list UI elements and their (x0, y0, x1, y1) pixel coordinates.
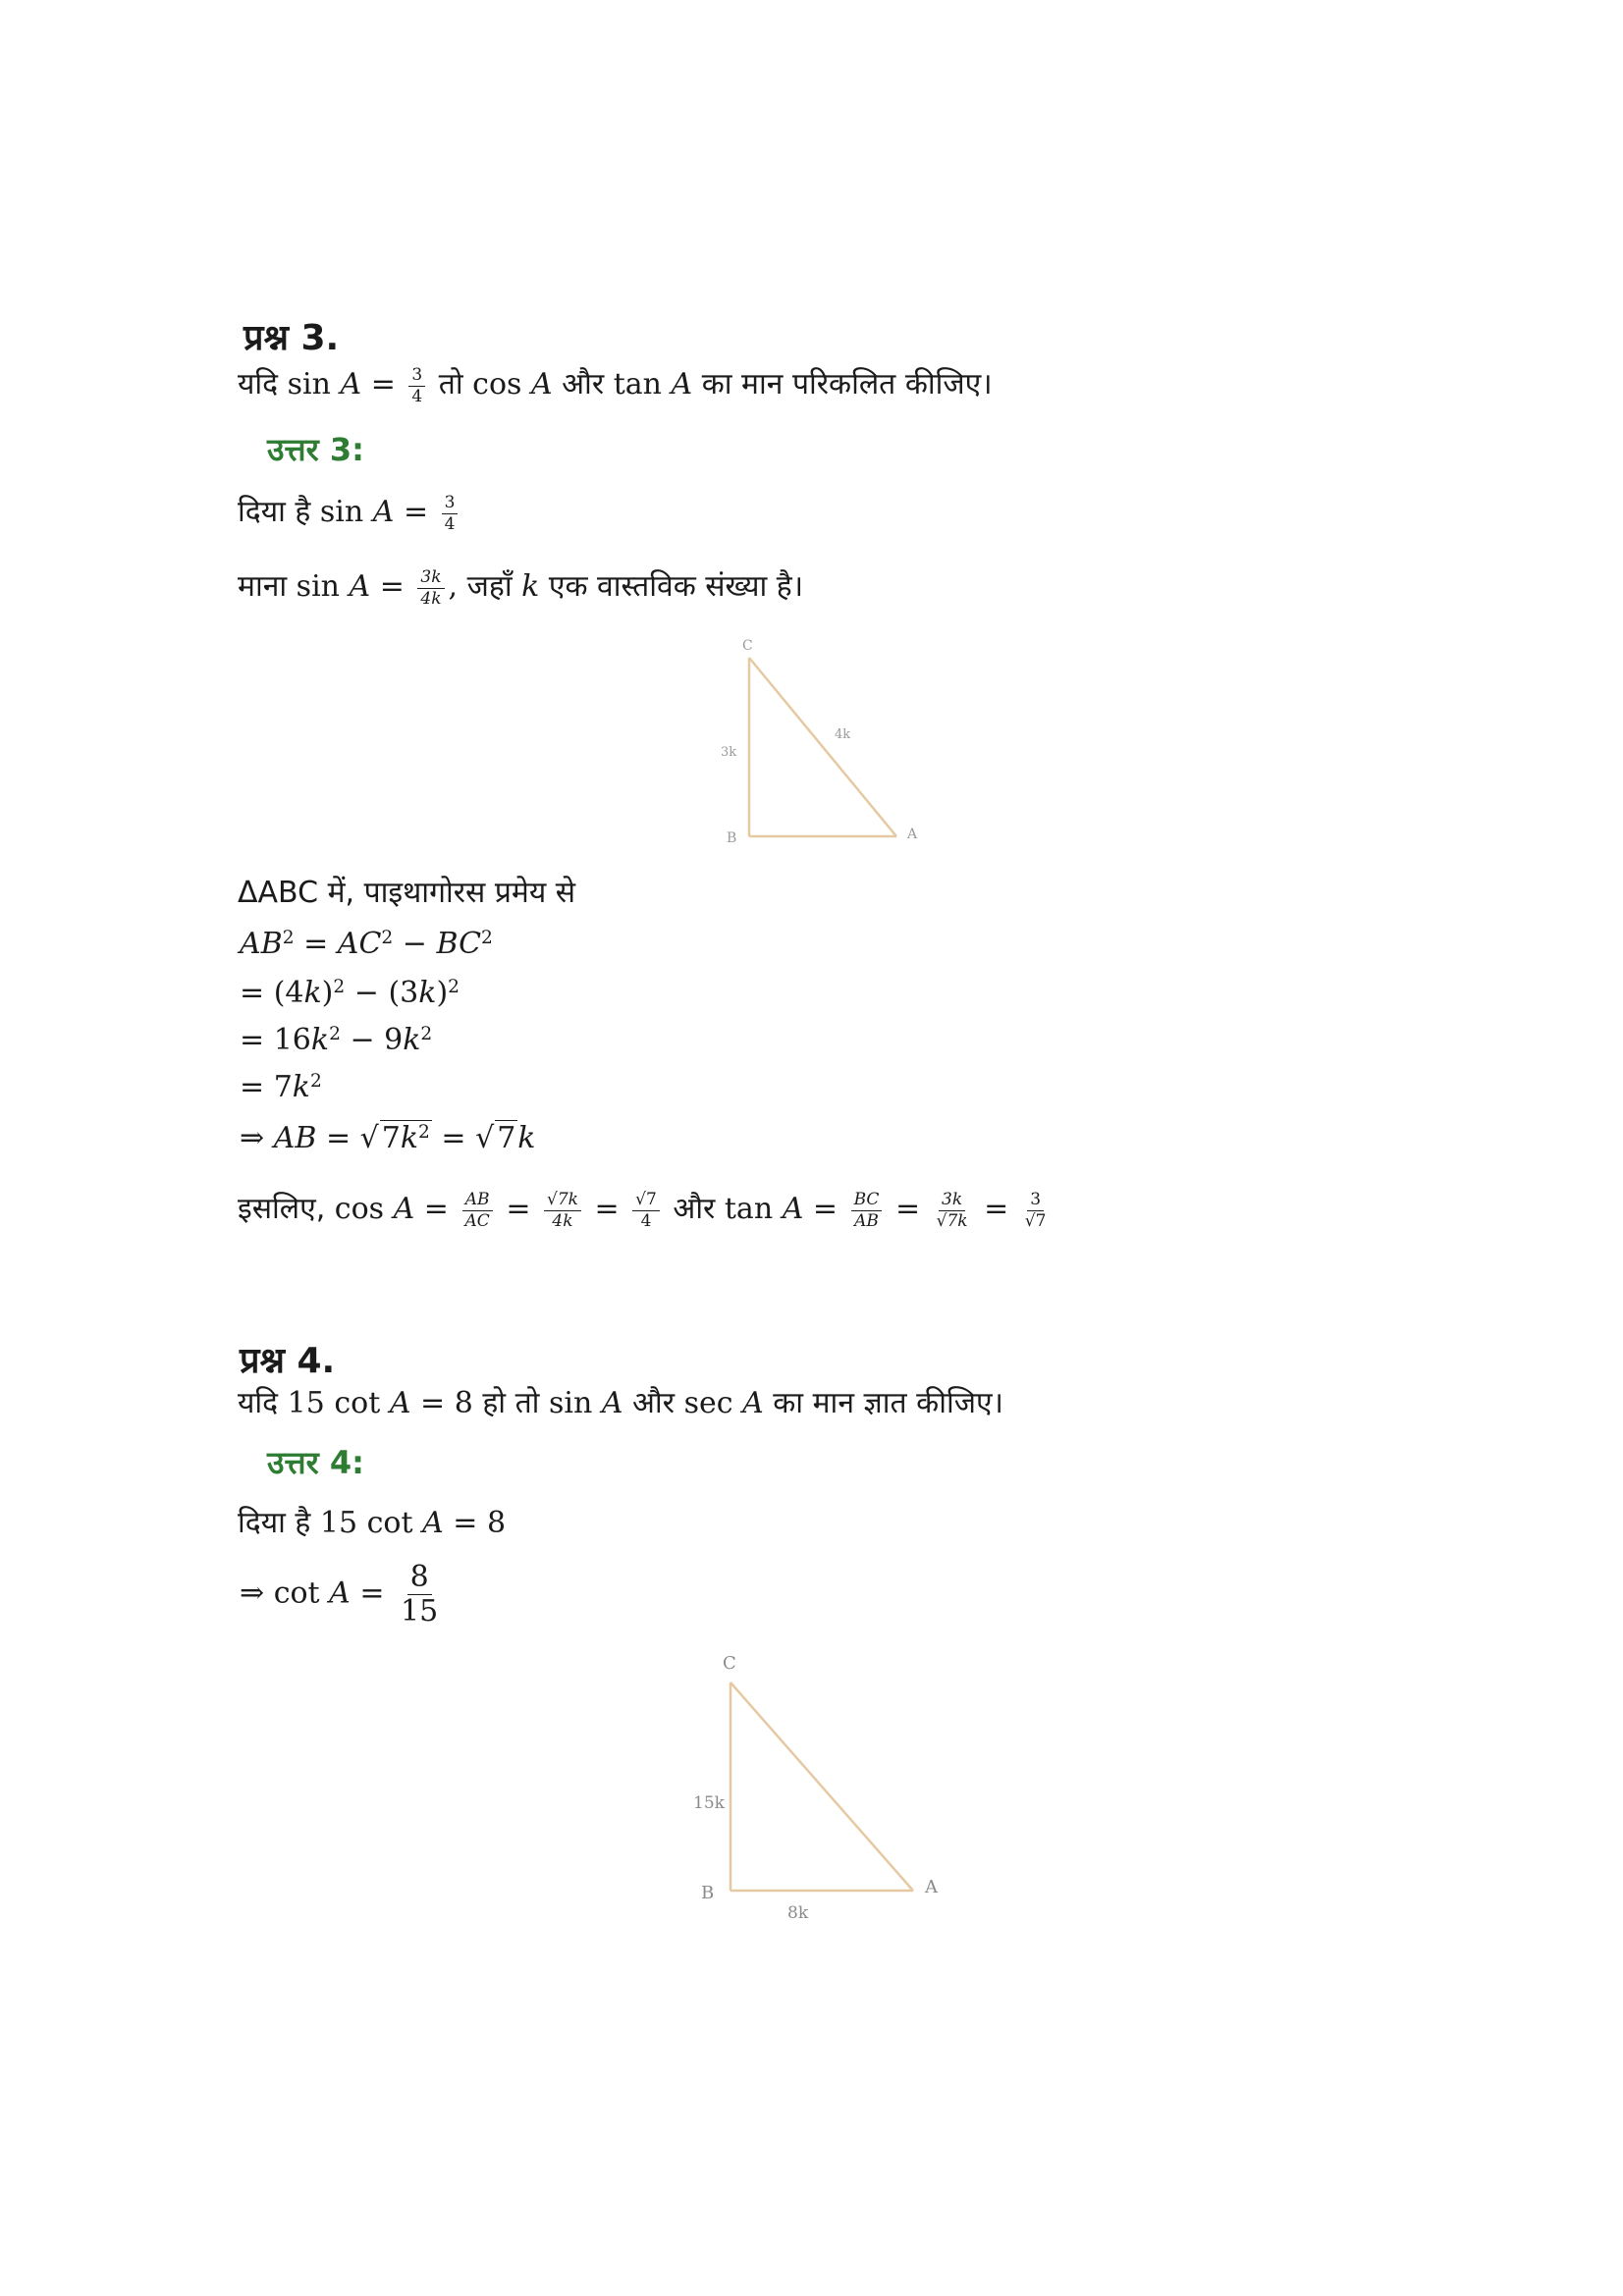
a3-let-num: 3k (417, 569, 444, 589)
triangle-3-label-a: A (907, 827, 918, 842)
f4-den: AB (854, 1210, 879, 1231)
q3-fraction (408, 364, 425, 406)
a3-let-var-a: A (349, 569, 371, 604)
s3-sq-2: 2 (420, 1023, 433, 1044)
q4-rest: का मान ज्ञात कीजिए। (763, 1386, 1003, 1420)
conc-eq-6: = (974, 1192, 1018, 1226)
triangle-3-label-b: B (727, 830, 737, 844)
f6-num: 3 (1027, 1192, 1044, 1211)
s5-sq: 2 (418, 1121, 430, 1143)
q4-sec: sec (683, 1386, 743, 1420)
a3-let-text: माना (238, 569, 297, 604)
f3-num: √7 (632, 1192, 660, 1211)
s1-eq: = (294, 927, 338, 961)
a4-cot-den: 15 (401, 1594, 439, 1629)
answer-3-title: उत्तर 3: (267, 431, 364, 468)
conc-eq-1: = (414, 1192, 459, 1226)
s4-eq: = (240, 1070, 274, 1104)
s4-a: 7 (273, 1070, 293, 1104)
q3-fraction-num: 3 (408, 367, 425, 387)
a3-let-fraction (417, 566, 444, 609)
question-3-title: प्रश्न 3. (243, 318, 340, 358)
a3-given-num: 3 (442, 495, 459, 514)
a3-let-var-k: k (521, 569, 540, 604)
q4-then: हो तो (472, 1386, 549, 1420)
a4-given-cot: cot (366, 1506, 423, 1540)
s1-ac: AC (337, 927, 382, 961)
conc-fraction-1 (461, 1189, 492, 1231)
conc-fraction-6 (1022, 1189, 1050, 1231)
s2-k-2: k (418, 976, 437, 1010)
conc-eq-3: = (584, 1192, 629, 1226)
q4-var-a-3: A (742, 1386, 764, 1420)
s5-k-2: k (517, 1121, 536, 1155)
triangle-4-label-bc: 15k (693, 1793, 725, 1813)
s5-k-1: k (400, 1121, 419, 1155)
s1-bc: BC (436, 927, 482, 961)
conc-eq-4: = (803, 1192, 847, 1226)
q4-eq8: = 8 (410, 1386, 473, 1420)
conc-cos: cos (334, 1192, 394, 1226)
answer-3-given (238, 493, 461, 533)
s1-ab: AB (240, 927, 283, 961)
f1-den: AC (464, 1210, 490, 1231)
s5-eq-2: = √ (431, 1121, 495, 1155)
a3-given-den: 4 (444, 513, 456, 534)
triangle-4-side-ca (730, 1682, 913, 1891)
s3-k-1: k (310, 1023, 330, 1057)
conc-text: इसलिए, (238, 1192, 335, 1226)
conc-eq-5: = (886, 1192, 930, 1226)
conc-var-a-1: A (393, 1192, 415, 1226)
q4-cot: cot (334, 1386, 390, 1420)
triangle-4-label-c: C (723, 1653, 736, 1674)
f2-num: √7k (544, 1192, 581, 1211)
conc-fraction-2 (544, 1189, 581, 1231)
triangle-3-label-bc: 3k (721, 745, 737, 760)
triangle-3-side-ca (749, 658, 896, 836)
answer-3-step-3 (240, 1021, 432, 1060)
s2-b: ) (321, 976, 334, 1010)
q3-if: यदि (238, 367, 288, 401)
answer-3-step-2 (240, 974, 460, 1013)
s2-d: ) (436, 976, 449, 1010)
question-3-text (238, 365, 993, 405)
a3-let-den: 4k (420, 588, 442, 609)
a3-let-eq: = (370, 569, 414, 604)
a4-cot-fraction (398, 1560, 441, 1629)
s2-sq-2: 2 (448, 976, 460, 997)
a3-given-text: दिया है (238, 495, 320, 529)
s2-minus: − (345, 976, 389, 1010)
a3-given-eq: = (394, 495, 438, 529)
a4-cot-arrow: ⇒ (240, 1575, 274, 1611)
f3-den: 4 (640, 1210, 652, 1231)
s4-sq: 2 (309, 1070, 322, 1092)
triangle-4-label-ab: 8k (787, 1903, 809, 1923)
q3-cos: cos (472, 367, 531, 401)
a3-let-comma: , (448, 569, 459, 604)
q4-and: और (622, 1386, 684, 1420)
s5-eq-1: = (316, 1121, 360, 1155)
q4-if: यदि (238, 1386, 288, 1420)
s3-k-2: k (403, 1023, 421, 1057)
s5-arrow: ⇒ (240, 1121, 274, 1155)
triangle-4-label-a: A (925, 1877, 938, 1897)
answer-4-given (238, 1504, 506, 1543)
answer-3-let (238, 567, 803, 608)
q3-and: और (552, 367, 614, 401)
s1-sq-2: 2 (381, 927, 394, 948)
a4-cot-num: 8 (407, 1563, 432, 1595)
a3-let-sin: sin (296, 569, 350, 604)
q4-var-a-2: A (601, 1386, 623, 1420)
question-4-title: प्रश्न 4. (240, 1341, 336, 1381)
f2-den: 4k (552, 1210, 573, 1231)
f6-den: √7 (1024, 1210, 1047, 1231)
answer-3-conclusion (238, 1190, 1053, 1230)
s2-eq: = (240, 976, 274, 1010)
s3-b: − 9 (340, 1023, 404, 1057)
conc-fraction-4 (851, 1189, 883, 1231)
q3-then: तो (429, 367, 473, 401)
s1-minus: − (393, 927, 437, 961)
conc-eq-2: = (496, 1192, 540, 1226)
a3-given-fraction (442, 492, 459, 534)
q3-equals: = (361, 367, 406, 401)
q3-var-a-3: A (671, 367, 693, 401)
answer-4-cot (240, 1560, 445, 1629)
s1-sq-1: 2 (282, 927, 295, 948)
a3-given-var-a: A (372, 495, 395, 529)
a3-let-rest-2: एक वास्तविक संख्या है। (539, 569, 804, 604)
s3-eq: = (240, 1023, 274, 1057)
s5-ab: AB (273, 1121, 317, 1155)
answer-3-step-5 (240, 1119, 535, 1158)
a4-given-eq8: = 8 (443, 1506, 507, 1540)
s1-sq-3: 2 (481, 927, 493, 948)
conc-tan: tan (724, 1192, 783, 1226)
q3-var-a-2: A (530, 367, 553, 401)
f4-num: BC (851, 1192, 883, 1211)
conc-and: और (663, 1192, 725, 1226)
a4-given-15: 15 (319, 1506, 367, 1540)
s3-a: 16 (273, 1023, 311, 1057)
q3-tan: tan (613, 367, 672, 401)
triangle-figure-3 (687, 628, 943, 844)
q3-rest: का मान परिकलित कीजिए। (692, 367, 993, 401)
a4-cot-eq: = (350, 1575, 395, 1611)
q3-sin: sin (287, 367, 341, 401)
s2-sq-1: 2 (333, 976, 346, 997)
f1-num: AB (462, 1192, 493, 1211)
answer-3-step-1 (240, 925, 493, 964)
a4-given-var-a: A (422, 1506, 444, 1540)
triangle-4-label-b: B (701, 1883, 715, 1903)
question-4-text (238, 1384, 1003, 1423)
q3-var-a: A (340, 367, 362, 401)
s5-radicand (380, 1120, 432, 1155)
s5-root: √ (359, 1121, 379, 1155)
conc-fraction-3 (632, 1189, 660, 1231)
s2-k-1: k (303, 976, 322, 1010)
answer-3-step-4 (240, 1068, 322, 1107)
s2-c: (3 (388, 976, 419, 1010)
f5-num: 3k (939, 1192, 965, 1211)
conc-var-a-2: A (782, 1192, 804, 1226)
a4-cot-var-a: A (329, 1575, 351, 1611)
a4-cot: cot (273, 1575, 330, 1611)
a3-given-sin: sin (319, 495, 373, 529)
answer-4-title: उत्तर 4: (267, 1444, 364, 1481)
s2-a: (4 (273, 976, 304, 1010)
a4-given-text: दिया है (238, 1506, 320, 1540)
s5-radicand-2: 7 (497, 1121, 516, 1155)
triangle-3-label-c: C (742, 638, 753, 654)
q4-sin: sin (548, 1386, 602, 1420)
conc-fraction-5 (934, 1189, 971, 1231)
q4-15: 15 (287, 1386, 335, 1420)
q3-fraction-den: 4 (411, 386, 423, 406)
triangle-figure-4 (677, 1639, 972, 1934)
s3-sq-1: 2 (329, 1023, 341, 1044)
q4-var-a: A (389, 1386, 411, 1420)
f5-den: √7k (936, 1210, 968, 1231)
triangle-3-label-ac: 4k (835, 727, 851, 742)
a3-let-rest-1: जहाँ (458, 569, 522, 604)
answer-3-pythagoras: ΔABC में, पाइथागोरस प्रमेय से (238, 876, 576, 910)
s5-in-1: 7 (381, 1121, 401, 1155)
s4-k: k (292, 1070, 310, 1104)
